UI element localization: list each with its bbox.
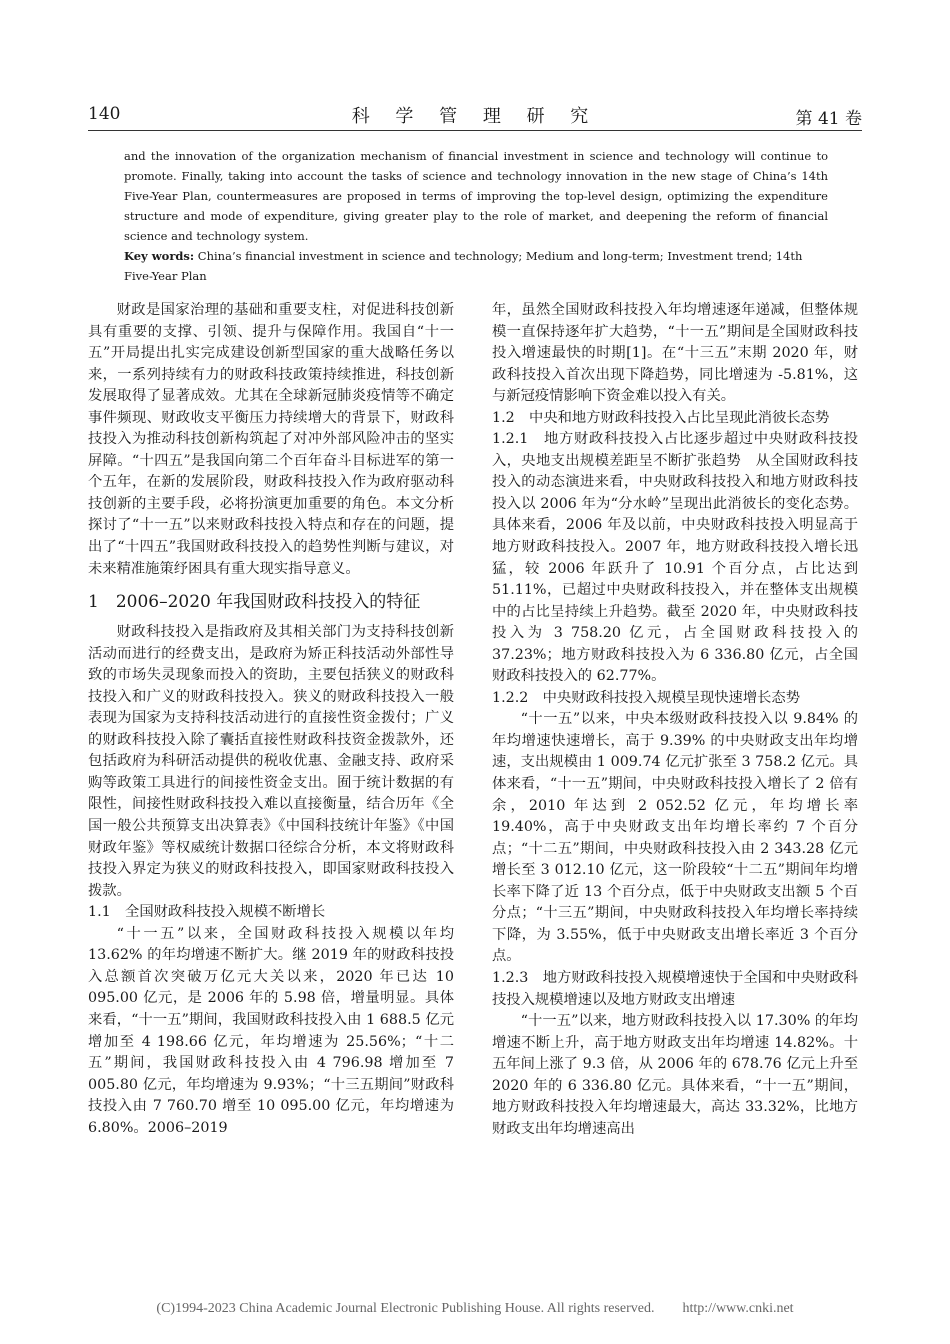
- page-number: 140: [88, 104, 121, 124]
- journal-title: 科 学 管 理 研 究: [351, 106, 599, 127]
- abstract-paragraph: and the innovation of the organization mechanism of financial investment in science and technology will continue to promote. Finally, taking into account the tasks of science and technology innovation in the new stage of China’s 14th Five-Year Plan, countermeasures are proposed in terms of improving the top-level design, optimizing the expenditure structure and mode of expenditure, giving greater play to the role of market, and deepening the reform of financial science and technology system.: [124, 149, 828, 243]
- volume-label: 第 41 卷: [795, 109, 862, 129]
- paragraph: 财政科技投入是指政府及其相关部门为支持科技创新活动而进行的经费支出，是政府为矫正科技活动外部性导致的市场失灵现象而投入的资助，主要包括狭义的财政科技投入和广义的财政科技投入。狭义的财政科技投入一般表现为国家为支持科技活动进行的直接性资金拨付；广义的财政科技投入除了囊括直接性财政科技资金拨款外，还包括政府为科研活动提供的税收优惠、金融支持、政府采购等政策工具进行的间接性资金支出。囿于统计数据的有限性，间接性财政科技投入难以直接衡量，结合历年《全国一般公共预算支出决算表》《中国科技统计年鉴》《中国财政年鉴》等权威统计数据口径综合分析，本文将财政科技投入界定为狭义的财政科技投入，即国家财政科技投入拨款。: [88, 624, 454, 899]
- header-rule: [88, 130, 862, 131]
- keywords-label: Key words:: [124, 249, 195, 263]
- english-abstract: [124, 146, 828, 246]
- paragraph: 财政是国家治理的基础和重要支柱，对促进科技创新具有重要的支撑、引领、提升与保障作用。我国自“十一五”开局提出扎实完成建设创新型国家的重大战略任务以来，一系列持续有力的财政科技政策持续推进，科技创新发展取得了显著成效。尤其在全球新冠肺炎疫情等不确定事件频现、财政收支平衡压力持续增大的背景下，财政科技投入为推动科技创新构筑起了对冲外部风险冲击的坚实屏障。“十四五”是我国向第二个百年奋斗目标进军的第一个五年，在新的发展阶段，财政科技投入作为政府驱动科技创新的主要手段，必将扮演更加重要的角色。本文分析探讨了“十一五”以来财政科技投入特点和存在的问题，提出了“十四五”我国财政科技投入的趋势性判断与建议，对未来精准施策纾困具有重大现实指导意义。: [88, 302, 454, 577]
- section-heading: 1 2006–2020 年我国财政科技投入的特征: [88, 592, 421, 613]
- subsection-heading: 1.2.2 中央财政科技投入规模呈现快速增长态势: [492, 689, 801, 706]
- paragraph: “十一五”以来，全国财政科技投入规模以年均 13.62% 的年均增速不断扩大。继 2019 年的财政科技投入总额首次突破万亿元大关以来，2020 年已达 10 095.00 亿元，是 2006 年的 5.98 倍，增量明显。具体来看，“十一五”期间，我国财政科技投入由 1 688.5 亿元增加至 4 198.66 亿元，年均增速为 25.56%；“十二五”期间，我国财政科技投入由 4 796.98 增加至 7 005.80 亿元，年均增速为 9.93%；“十三五期间”财政科技投入由 7 760.70 增至 10 095.00 亿元，年均增速为 6.80%。2006–2019: [88, 925, 454, 1136]
- paragraph: “十一五”以来，地方财政科技投入以 17.30% 的年均增速不断上升，高于地方财政支出年均增速 14.82%。十五年间上涨了 9.3 倍，从 2006 年的 678.76 亿元上升至 2020 年的 6 336.80 亿元。具体来看，“十一五”期间，地方财政科技投入年均增速最大，高达 33.32%，比地方财政支出年均增速高出: [492, 1013, 858, 1137]
- subsection-heading: 1.1 全国财政科技投入规模不断增长: [88, 904, 326, 921]
- paragraph: “十一五”以来，中央本级财政科技投入以 9.84% 的年均增速快速增长，高于 9.39% 的中央财政支出年均增速，支出规模由 1 009.74 亿元扩张至 3 758.2 亿元。具体来看，“十一五”期间，中央财政科技投入增长了 2 倍有余，2010 年达到 2 052.52 亿元，年均增长率 19.40%，高于中央财政支出年均增长率约 7 个百分点；“十二五”期间，中央财政科技投入由 2 343.28 亿元增长至 3 012.10 亿元，这一阶段较“十二五”期间年均增长率下降了近 13 个百分点，低于中央财政支出额 5 个百分点；“十三五”期间，中央财政科技投入年均增长率持续下降，为 3.55%，低于中央财政支出增长率近 3 个百分点。: [492, 711, 858, 965]
- left-column: [88, 300, 454, 1139]
- keywords: [124, 246, 828, 286]
- subsection-heading: 1.2 中央和地方财政科技投入占比呈现此消彼长态势: [492, 409, 830, 426]
- copyright-footer: (C)1994-2023 China Academic Journal Electronic Publishing House. All rights reserved. http://www.cnki.net: [156, 1301, 794, 1316]
- paragraph: 年，虽然全国财政科技投入年均增速逐年递减，但整体规模一直保持逐年扩大趋势，“十一五”期间是全国财政科技投入增速最快的时期[1]。在“十三五”末期 2020 年，财政科技投入首次出现下降趋势，同比增速为 -5.81%，这与新冠疫情影响下资金难以投入有关。: [492, 302, 858, 405]
- paragraph: 1.2.1 地方财政科技投入占比逐步超过中央财政科技投入，央地支出规模差距呈不断扩张趋势 从全国财政科技投入的动态演进来看，中央财政科技投入和地方财政科技投入以 2006 年为“分水岭”呈现出此消彼长的变化态势。具体来看，2006 年及以前，中央财政科技投入明显高于地方财政科技投入。2007 年，地方财政科技投入增长迅猛，较 2006 年跃升了 10.91 个百分点，占比达到 51.11%，已超过中央财政科技投入，并在整体支出规模中的占比呈持续上升趋势。截至 2020 年，中央财政科技投入为 3 758.20 亿元，占全国财政科技投入的 37.23%；地方财政科技投入为 6 336.80 亿元，占全国财政科技投入的 62.77%。: [492, 431, 858, 685]
- subsection-heading: 1.2.3 地方财政科技投入规模增速快于全国和中央财政科技投入规模增速以及地方财政支出增速: [492, 969, 858, 1008]
- running-header: [88, 100, 862, 132]
- right-column: [492, 300, 858, 1140]
- keywords-text: China’s financial investment in science and technology; Medium and long-term; Investment trend; 14th Five-Year Plan: [124, 249, 803, 283]
